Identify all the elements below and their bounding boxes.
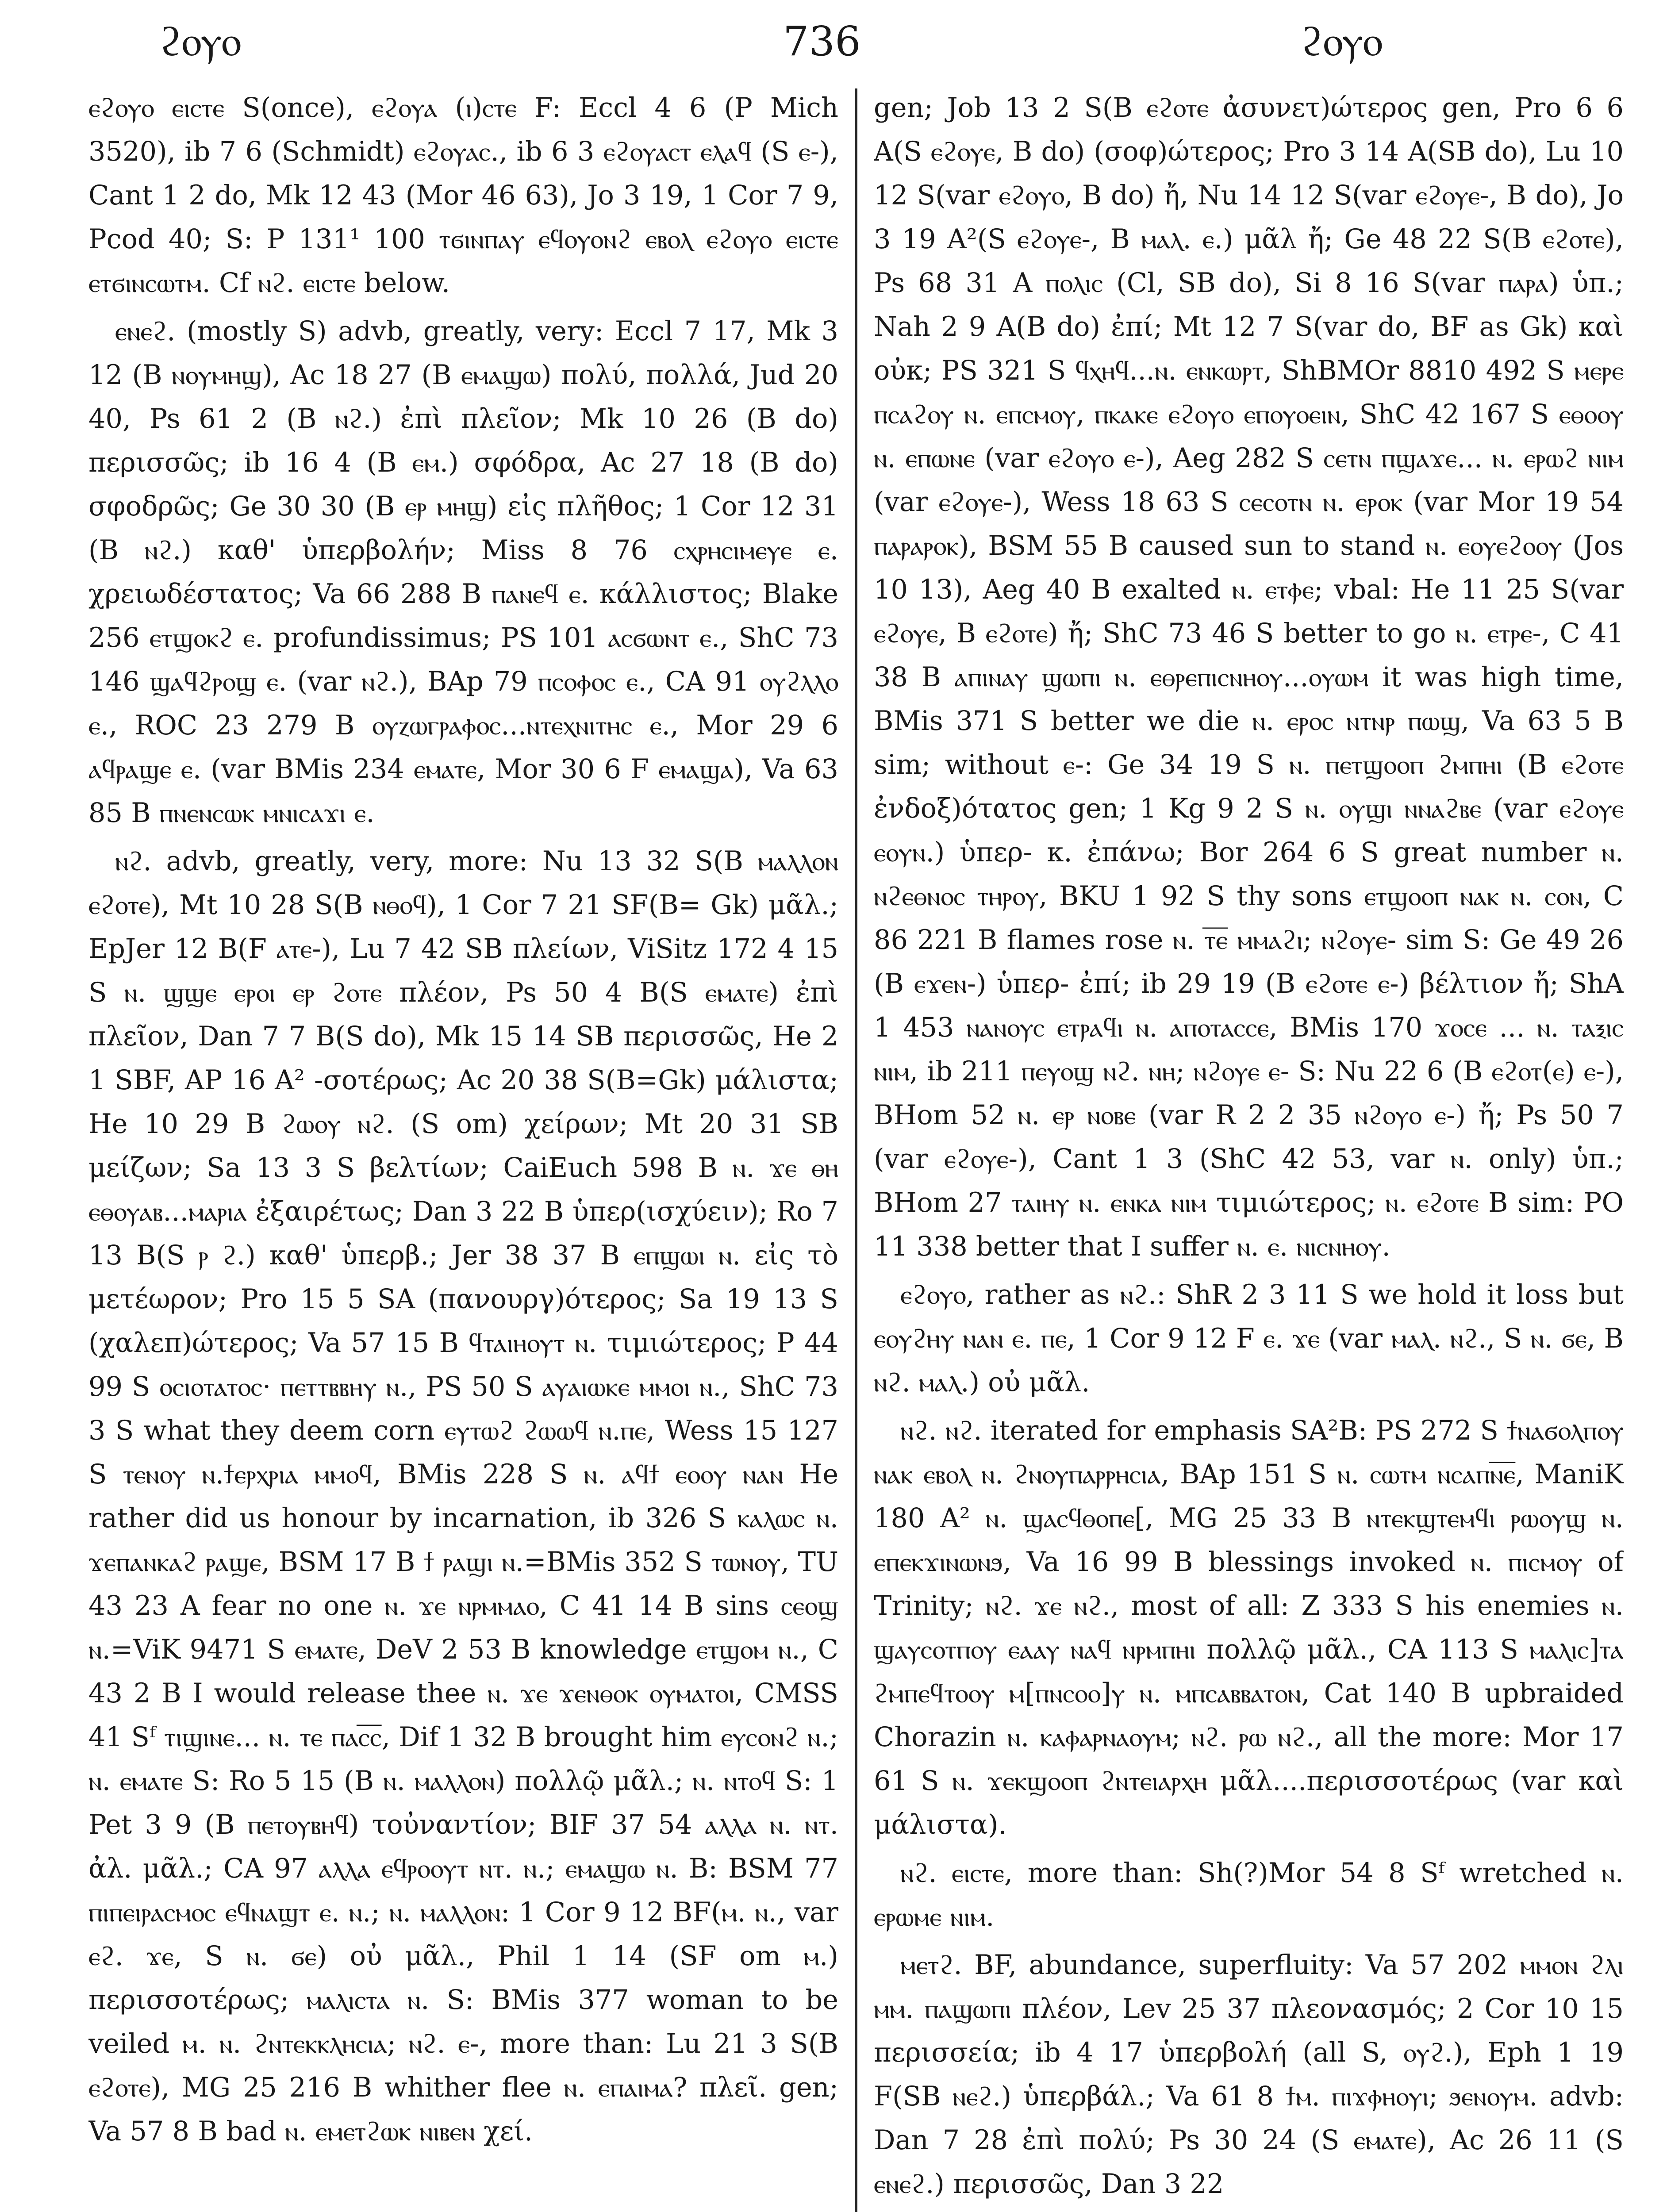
dictionary-entry: ⲛϩ. ⲉⲓⲥⲧⲉ, more than: Sh(?)Mor 54 8 Sᶠ wretched ⲛ. ⲉⲣⲱⲙⲉ ⲛⲓⲙ. bbox=[874, 1858, 1624, 1932]
dictionary-entry: ⲉⲛⲉϩ. (mostly S) advb, greatly, very: Eccl 7 17, Mk 3 12 (B ⲛⲟⲩⲙⲏϣ), Ac 18 27 (B ⲉⲙⲁϣⲱ) πολύ, πολλά, Jud 20 40, Ps 61 2 (B ⲛϩ.) ἐπὶ πλεῖον; Mk 10 26 (B do) περισσῶς; ib 16 4 (B ⲉⲙ.) σφόδρα, Ac 27 18 (B do) σφοδρῶς; Ge 30 30 (B ⲉⲣ ⲙⲏϣ) εἰς πλῆθος; 1 Cor 12 31 (B ⲛϩ.) καθ' ὑπερβολήν; Miss 8 76 ⲥⲭⲣⲏⲥⲓⲙⲉⲩⲉ ⲉ. χρειωδέστατος; Va 66 288 B ⲡⲁⲛⲉϥ ⲉ. κάλλιστος; Blake 256 ⲉⲧϣⲟⲕϩ ⲉ. profundissimus; PS 101 ⲁⲥϭⲱⲛⲧ ⲉ., ShC 73 146 ϣⲁϥϩⲣⲟϣ ⲉ. (var ⲛϩ.), BAp 79 ⲡⲥⲟⲫⲟⲥ ⲉ., CA 91 ⲟⲩϩⲗⲗⲟ ⲉ., ROC 23 279 B ⲟⲩⲍⲱⲅⲣⲁⲫⲟⲥ...ⲛⲧⲉⲭⲛⲓⲧⲏⲥ ⲉ., Mor 29 6 ⲁϥⲣⲁϣⲉ ⲉ. (var BMis 234 ⲉⲙⲁⲧⲉ, Mor 30 6 F ⲉⲙⲁϣⲁ), Va 63 85 B ⲡⲛⲉⲛⲥⲱⲕ ⲙⲛⲓⲥⲁϫⲓ ⲉ. bbox=[88, 316, 838, 829]
column-divider bbox=[855, 88, 857, 2212]
dictionary-entry: ⲉϩⲟⲩⲟ ⲉⲓⲥⲧⲉ S(once), ⲉϩⲟⲩⲁ (ⲓ)ⲥⲧⲉ F: Eccl 4 6 (P Mich 3520), ib 7 6 (Schmidt) ⲉϩⲟⲩⲁⲥ., ib 6 3 ⲉϩⲟⲩⲁⲥⲧ ⲉⲗⲁϥ (S ⲉ-), Cant 1 2 do, Mk 12 43 (Mor 46 63), Jo 3 19, 1 Cor 7 9, Pcod 40; S: P 131¹ 100 ⲧϭⲓⲛⲡⲁⲩ ⲉϥⲟⲩⲟⲛϩ ⲉⲃⲟⲗ ⲉϩⲟⲩⲟ ⲉⲓⲥⲧⲉ ⲉⲧϭⲓⲛⲥⲱⲧⲙ. Cf ⲛϩ. ⲉⲓⲥⲧⲉ below. bbox=[88, 92, 838, 299]
header-left-word: ϩⲟⲩⲟ bbox=[159, 18, 241, 65]
page-number: 736 bbox=[783, 18, 861, 65]
dictionary-entry: ⲉϩⲟⲩⲟ, rather as ⲛϩ.: ShR 2 3 11 S we hold it loss but ⲉⲟⲩϩⲏⲩ ⲛⲁⲛ ⲉ. ⲡⲉ, 1 Cor 9 12 F ⲉ. ϫⲉ (var ⲙⲁⲗ. ⲛϩ., S ⲛ. ϭⲉ, B ⲛϩ. ⲙⲁⲗ.) οὐ μᾶλ. bbox=[874, 1279, 1624, 1398]
dictionary-entry: ⲙⲉⲧϩ. BF, abundance, superfluity: Va 57 202 ⲙⲙⲟⲛ ϩⲗⲓ ⲙⲙ. ⲡⲁϣⲱⲡⲓ πλέον, Lev 25 37 πλεονασμός; 2 Cor 10 15 περισσεία; ib 4 17 ὑπερβολή (all S, ⲟⲩϩ.), Eph 1 19 F(SB ⲛⲉϩ.) ὑπερβάλ.; Va 61 8 ϯⲙ. ⲡⲓϫⲫⲏⲟⲩⲓ; ϧⲉⲛⲟⲩⲙ. advb: Dan 7 28 ἐπὶ πολύ; Ps 30 24 (S ⲉⲙⲁⲧⲉ), Ac 26 11 (S ⲉⲛⲉϩ.) περισσῶς, Dan 3 22 bbox=[874, 1950, 1624, 2200]
left-column bbox=[88, 86, 838, 2212]
dictionary-entry: gen; Job 13 2 S(B ⲉϩⲟⲧⲉ ἀσυνετ)ώτερος gen, Pro 6 6 A(S ⲉϩⲟⲩⲉ, B do) (σοφ)ώτερος; Pro 3 14 A(SB do), Lu 10 12 S(var ⲉϩⲟⲩⲟ, B do) ἤ, Nu 14 12 S(var ⲉϩⲟⲩⲉ-, B do), Jo 3 19 A²(S ⲉϩⲟⲩⲉ-, B ⲙⲁⲗ. ⲉ.) μᾶλ ἤ; Ge 48 22 S(B ⲉϩⲟⲧⲉ), Ps 68 31 A ⲡⲟⲗⲓⲥ (Cl, SB do), Si 8 16 S(var ⲡⲁⲣⲁ) ὑπ.; Nah 2 9 A(B do) ἐπί; Mt 12 7 S(var do, BF as Gk) καὶ οὐκ; PS 321 S ϥⲭⲏϥ...ⲛ. ⲉⲛⲕⲱⲣⲧ, ShBMOr 8810 492 S ⲙⲉⲣⲉ ⲡⲥⲁϩⲟⲩ ⲛ. ⲉⲡⲥⲙⲟⲩ, ⲡⲕⲁⲕⲉ ⲉϩⲟⲩⲟ ⲉⲡⲟⲩⲟⲉⲓⲛ, ShC 42 167 S ⲉⲑⲟⲟⲩ ⲛ. ⲉⲡⲱⲛⲉ (var ⲉϩⲟⲩⲟ ⲉ-), Aeg 282 S ⲥⲉⲧⲛ ⲡϣⲁϫⲉ... ⲛ. ⲉⲣⲱϩ ⲛⲓⲙ (var ⲉϩⲟⲩⲉ-), Wess 18 63 S ⲥⲉⲥⲟⲧⲛ ⲛ. ⲉⲣⲟⲕ (var Mor 19 54 ⲡⲁⲣⲁⲣⲟⲕ), BSM 55 B caused sun to stand ⲛ. ⲉⲟⲩⲉϩⲟⲟⲩ (Jos 10 13), Aeg 40 B exalted ⲛ. ⲉⲧⲫⲉ; vbal: He 11 25 S(var ⲉϩⲟⲩⲉ, B ⲉϩⲟⲧⲉ) ἤ; ShC 73 46 S better to go ⲛ. ⲉⲧⲣⲉ-, C 41 38 B ⲁⲡⲓⲛⲁⲩ ϣⲱⲡⲓ ⲛ. ⲉⲑⲣⲉⲡⲓⲥⲛⲏⲟⲩ...ⲟⲩⲱⲙ it was high time, BMis 371 S better we die ⲛ. ⲉⲣⲟⲥ ⲛⲧⲛⲣ ⲡⲱϣ, Va 63 5 B sim; without ⲉ-: Ge 34 19 S ⲛ. ⲡⲉⲧϣⲟⲟⲡ ϩⲙⲡⲏⲓ (B ⲉϩⲟⲧⲉ ἐνδοξ)ότατος gen; 1 Kg 9 2 S ⲛ. ⲟⲩϣⲓ ⲛⲛⲁϩⲃⲉ (var ⲉϩⲟⲩⲉ ⲉⲟⲩⲛ.) ὑπερ- κ. ἐπάνω; Bor 264 6 S great number ⲛ. ⲛϩⲉⲑⲛⲟⲥ ⲧⲏⲣⲟⲩ, BKU 1 92 S thy sons ⲉⲧϣⲟⲟⲡ ⲛⲁⲕ ⲛ. ⲥⲟⲛ, C 86 221 B flames rose ⲛ. ⲧ̅ⲉ̅ ⲙⲙⲁϩⲓ; ⲛϩⲟⲩⲉ- sim S: Ge 49 26 (B ⲉϫⲉⲛ-) ὑπερ- ἐπί; ib 29 19 (B ⲉϩⲟⲧⲉ ⲉ-) βέλτιον ἤ; ShA 1 453 ⲛⲁⲛⲟⲩⲥ ⲉⲧⲣⲁϥⲓ ⲛ. ⲁⲡⲟⲧⲁⲥⲥⲉ, BMis 170 ϫⲟⲥⲉ ... ⲛ. ⲧⲁⲝⲓⲥ ⲛⲓⲙ, ib 211 ⲡⲉⲩⲟϣ ⲛϩ. ⲛⲏ; ⲛϩⲟⲩⲉ ⲉ- S: Nu 22 6 (B ⲉϩⲟⲧ(ⲉ) ⲉ-), BHom 52 ⲛ. ⲉⲣ ⲛⲟⲃⲉ (var R 2 2 35 ⲛϩⲟⲩⲟ ⲉ-) ἤ; Ps 50 7 (var ⲉϩⲟⲩⲉ-), Cant 1 3 (ShC 42 53, var ⲛ. only) ὑπ.; BHom 27 ⲧⲁⲓⲏⲩ ⲛ. ⲉⲛⲕⲁ ⲛⲓⲙ τιμιώτερος; ⲛ. ⲉϩⲟⲧⲉ B sim: PO 11 338 better that I suffer ⲛ. ⲉ. ⲛⲓⲥⲛⲏⲟⲩ. bbox=[874, 92, 1624, 1262]
dictionary-entry: ⲛϩ. ⲛϩ. iterated for emphasis SA²B: PS 272 S ϯⲛⲁϭⲟⲗⲡⲟⲩ ⲛⲁⲕ ⲉⲃⲟⲗ ⲛ. ϩⲛⲟⲩⲡⲁⲣⲣⲏⲥⲓⲁ, BAp 151 S ⲛ. ⲥⲱⲧⲙ ⲛⲥⲁⲡⲛ̅ⲉ̅, ManiK 180 A² ⲛ. ϣⲁⲥϥⲑⲟⲡⲉ[, MG 25 33 B ⲛⲧⲉⲕϣⲧⲉⲙϥⲓ ⲣⲱⲟⲩϣ ⲛ. ⲉⲡⲉⲕϫⲓⲛⲱⲛϧ, Va 16 99 B blessings invoked ⲛ. ⲡⲓⲥⲙⲟⲩ of Trinity; ⲛϩ. ϫⲉ ⲛϩ., most of all: Z 333 S his enemies ⲛ. ϣⲁⲩⲥⲟⲧⲡⲟⲩ ⲉⲁⲁⲩ ⲛⲁϥ ⲛⲣⲙⲡⲏⲓ πολλῷ μᾶλ., CA 113 S ⲙⲁⲗⲓⲥ]ⲧⲁ ϩⲙⲡⲉϥⲧⲟⲟⲩ ⲙ[ⲡⲛⲥⲟⲟ]ⲩ ⲛ. ⲙⲡⲥⲁⲃⲃⲁⲧⲟⲛ, Cat 140 B upbraided Chorazin ⲛ. ⲕⲁⲫⲁⲣⲛⲁⲟⲩⲙ; ⲛϩ. ⲣⲱ ⲛϩ., all the more: Mor 17 61 S ⲛ. ϫⲉⲕϣⲟⲟⲡ ϩⲛⲧⲉⲓⲁⲣⲭⲏ μᾶλ....περισσοτέρως (var καὶ μάλιστα). bbox=[874, 1415, 1624, 1840]
header-right-word: ϩⲟⲩⲟ bbox=[1301, 18, 1383, 65]
right-column bbox=[874, 86, 1624, 2212]
page-header bbox=[0, 18, 1667, 80]
dictionary-entry: ⲛϩ. advb, greatly, very, more: Nu 13 32 S(B ⲙⲁⲗⲗⲟⲛ ⲉϩⲟⲧⲉ), Mt 10 28 S(B ⲛⲑⲟϥ), 1 Cor 7 21 SF(B= Gk) μᾶλ.; EpJer 12 B(F ⲁⲧⲉ-), Lu 7 42 SB πλείων, ViSitz 172 4 15 S ⲛ. ϣϣⲉ ⲉⲣⲟⲓ ⲉⲣ ϩⲟⲧⲉ πλέον, Ps 50 4 B(S ⲉⲙⲁⲧⲉ) ἐπὶ πλεῖον, Dan 7 7 B(S do), Mk 15 14 SB περισσῶς, He 2 1 SBF, AP 16 A² -σοτέρως; Ac 20 38 S(B=Gk) μάλιστα; He 10 29 B ϩⲱⲟⲩ ⲛϩ. (S om) χείρων; Mt 20 31 SB μείζων; Sa 13 3 S βελτίων; CaiEuch 598 B ⲛ. ϫⲉ ⲑⲏ ⲉⲑⲟⲩⲁⲃ...ⲙⲁⲣⲓⲁ ἐξαιρέτως; Dan 3 22 B ὑπερ(ισχύειν); Ro 7 13 B(S ⲣ ϩ.) καθ' ὑπερβ.; Jer 38 37 B ⲉⲡϣⲱⲓ ⲛ. εἰς τὸ μετέωρον; Pro 15 5 SA (πανουργ)ότερος; Sa 19 13 S (χαλεπ)ώτερος; Va 57 15 B ϥⲧⲁⲓⲏⲟⲩⲧ ⲛ. τιμιώτερος; P 44 99 S ⲟⲥⲓⲟⲧⲁⲧⲟⲥ· ⲡⲉⲧⲧⲃⲃⲏⲩ ⲛ., PS 50 S ⲁⲩⲁⲓⲱⲕⲉ ⲙⲙⲟⲓ ⲛ., ShC 73 3 S what they deem corn ⲉⲩⲧⲱϩ ϩⲱⲱϥ ⲛ.ⲡⲉ, Wess 15 127 S ⲧⲉⲛⲟⲩ ⲛ.ϯⲉⲣⲭⲣⲓⲁ ⲙⲙⲟϥ, BMis 228 S ⲛ. ⲁϥϯ ⲉⲟⲟⲩ ⲛⲁⲛ He rather did us honour by incarnation, ib 326 S ⲕⲁⲗⲱⲥ ⲛ. ϫⲉⲡⲁⲛⲕⲁϩ ⲣⲁϣⲉ, BSM 17 B ϯ ⲣⲁϣⲓ ⲛ.=BMis 352 S ⲧⲱⲛⲟⲩ, TU 43 23 A fear no one ⲛ. ϫⲉ ⲛⲣⲙⲙⲁⲟ, C 41 14 B sins ⲥⲉⲟϣ ⲛ.=ViK 9471 S ⲉⲙⲁⲧⲉ, DeV 2 53 B knowledge ⲉⲧϣⲟⲙ ⲛ., C 43 2 B I would release thee ⲛ. ϫⲉ ϫⲉⲛⲑⲟⲕ ⲟⲩⲙⲁⲧⲟⲓ, CMSS 41 Sᶠ ⲧⲓϣⲓⲛⲉ... ⲛ. ⲧⲉ ⲡⲁⲥ̅ⲥ̅, Dif 1 32 B brought him ⲉⲩⲥⲟⲛϩ ⲛ.; ⲛ. ⲉⲙⲁⲧⲉ S: Ro 5 15 (B ⲛ. ⲙⲁⲗⲗⲟⲛ) πολλῷ μᾶλ.; ⲛ. ⲛⲧⲟϥ S: 1 Pet 3 9 (B ⲡⲉⲧⲟⲩⲃⲏϥ) τοὐναντίον; BIF 37 54 ⲁⲗⲗⲁ ⲛ. ⲛⲧ. ἀλ. μᾶλ.; CA 97 ⲁⲗⲗⲁ ⲉϥⲣⲟⲟⲩⲧ ⲛⲧ. ⲛ.; ⲉⲙⲁϣⲱ ⲛ. B: BSM 77 ⲡⲓⲡⲉⲓⲣⲁⲥⲙⲟⲥ ⲉϥⲛⲁϣⲧ ⲉ. ⲛ.; ⲛ. ⲙⲁⲗⲗⲟⲛ: 1 Cor 9 12 BF(ⲙ. ⲛ., var ⲉϩ. ϫⲉ, S ⲛ. ϭⲉ) οὐ μᾶλ., Phil 1 14 (SF om ⲙ.) περισσοτέρως; ⲙⲁⲗⲓⲥⲧⲁ ⲛ. S: BMis 377 woman to be veiled ⲙ. ⲛ. ϩⲛⲧⲉⲕⲕⲗⲏⲥⲓⲁ; ⲛϩ. ⲉ-, more than: Lu 21 3 S(B ⲉϩⲟⲧⲉ), MG 25 216 B whither flee ⲛ. ⲉⲡⲁⲓⲙⲁ? πλεῖ. gen; Va 57 8 B bad ⲛ. ⲉⲙⲉⲧϩⲱⲕ ⲛⲓⲃⲉⲛ χεί. bbox=[88, 846, 838, 2147]
